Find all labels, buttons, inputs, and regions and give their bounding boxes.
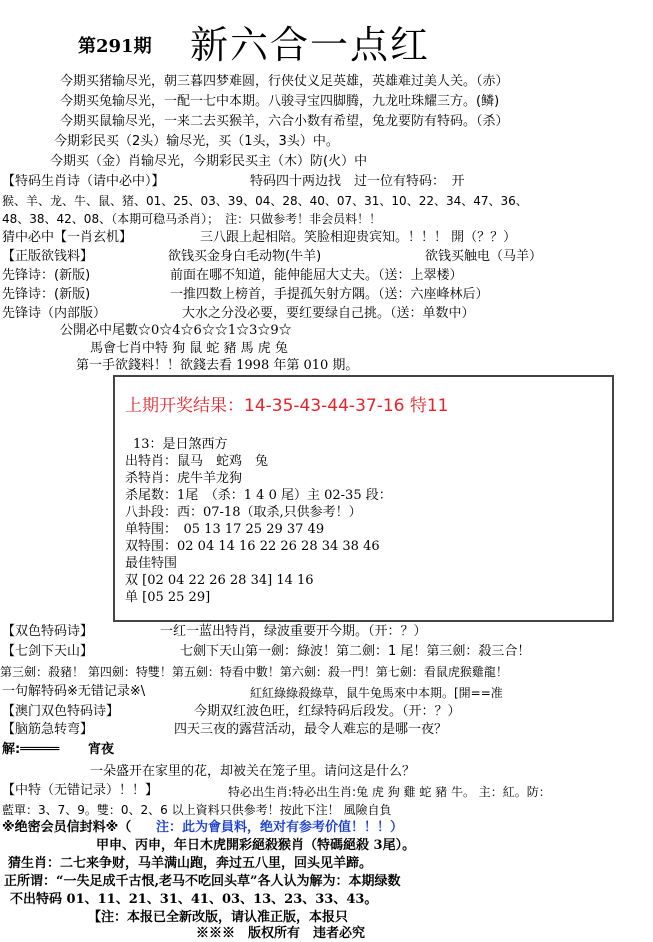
poem-line-3: 今期买鼠输尽光，一来二去买猴羊，六合小数有希望，兔龙要防有特码。（杀） xyxy=(60,114,509,129)
answer-content: 宵夜 xyxy=(88,742,115,757)
seven-sword-content: 七劍下天山第一劍：綠波！第二劍：1 尾！第三劍：殺三合！ xyxy=(180,644,531,659)
poem-line-5: 今期买（金）肖输尽光，今期彩民买主（木）防(火）中 xyxy=(50,154,368,169)
result-box xyxy=(113,375,614,622)
macau-content: 今期双红波色旺，红绿特码后段发。（开：？） xyxy=(194,704,461,719)
result-line-9: 双 [02 04 22 26 28 34] 14 16 xyxy=(125,573,314,588)
result-line-7: 双特围：02 04 14 16 22 26 28 34 38 46 xyxy=(125,539,380,554)
riddle-label: 【脑筋急转弯】 xyxy=(2,722,94,737)
poem-line-4: 今期彩民买（2头）输尽光，买（1头，3头）中。 xyxy=(54,134,339,149)
pioneer-content-2: 一推四数上榜首，手提孤矢射方隅。（送：六座峰林后） xyxy=(170,287,489,302)
guess-label: 猜中必中【一肖玄机】 xyxy=(2,230,133,245)
result-line-8: 最佳特围 xyxy=(125,556,178,571)
result-line-2: 出特肖：鼠马 蛇鸡 兔 xyxy=(125,454,269,469)
verse-label: 一句解特码※无错记录※\ xyxy=(2,684,146,699)
result-title: 上期开奖结果：14-35-43-44-37-16 特11 xyxy=(125,396,449,416)
result-line-6: 单特围： 05 13 17 25 29 37 49 xyxy=(125,522,325,537)
qian-content: 欲钱买金身白毛动物(牛羊) xyxy=(168,249,322,264)
pioneer-content-1: 前面在哪不知道，能伸能屈大丈夫。（送：上翠楼） xyxy=(170,268,463,283)
zhongte-content: 特必出生肖:特必出生肖:兔 虎 狗 雞 蛇 豬 牛。 主：紅。防： xyxy=(228,785,551,799)
poem-line-1: 今期买猪输尽光，朝三暮四梦难圆，行侠仗义足英雄，英雄难过美人关。（赤） xyxy=(60,74,509,89)
sword-line: 第三劍：殺豬！ 第四劍：特雙！第五劍：特看中數！第六劍：殺一門！第七劍：看鼠虎猴雞龍！ xyxy=(0,665,508,679)
riddle-content: 四天三夜的露营活动，最令人难忘的是哪一夜？ xyxy=(174,722,448,737)
result-line-1: 13：是日煞西方 xyxy=(133,437,228,452)
two-color-content: 一红一蓝出特肖，绿波重要开今期。（开：？） xyxy=(160,624,427,639)
vip-content: 注：此为會員料，绝对有参考价值！！！） xyxy=(156,820,404,835)
first-hand-line: 第一手欲錢料！！欲錢去看 1998 年第 010 期。 xyxy=(76,358,359,373)
jiayi-line: 甲申、丙申，年日木虎開彩絕殺猴肖（特碼絕殺 3尾）。 xyxy=(96,838,416,853)
guess-content: 三八跟上起相陪。笑脸相迎贵宾知。！！！ 開（？？） xyxy=(200,230,517,245)
qian-label: 【正版欲钱料】 xyxy=(2,249,94,264)
page-title: 新六合一点红 xyxy=(190,23,431,67)
poem-line-2: 今期买兔输尽光，一配一七中本期。八骏寻宝四脚腾，九龙吐珠耀三方。(鳞) xyxy=(60,94,500,109)
numbers-row-2: 48、38、42、08、（本期可稳马杀肖）； 注：只做参考！非会员料！！ xyxy=(2,212,382,226)
verse-content: 紅紅綠綠殺綠草，鼠牛兔馬來中本期。[開==准 xyxy=(250,686,503,700)
note-line: 【注：本报已全新改版，请认准正版，本报只 xyxy=(88,910,349,925)
copyright-line: ※※※ 版权所有 违者必究 xyxy=(196,926,366,941)
result-line-3: 杀特肖：虎牛羊龙狗 xyxy=(125,471,243,486)
answer-label: 解:═════ xyxy=(2,742,60,757)
pioneer-label-1: 先锋诗：(新版) xyxy=(2,268,91,283)
shengxiao-line: 猜生肖：二七来争财，马羊满山跑，奔过五八里，回头见羊蹄。 xyxy=(8,856,373,871)
numbers-row-1: 猴、羊、龙、牛、鼠、猪、01、25、03、39、04、28、40、07、31、10、22、34、47、36、 xyxy=(2,194,528,208)
seven-sword-label: 【七剑下天山】 xyxy=(2,644,94,659)
result-line-10: 单 [05 25 29] xyxy=(125,590,211,605)
tail-line: 公開必中尾數☆0☆4☆6☆☆1☆3☆9☆ xyxy=(60,323,292,338)
pioneer-content-3: 大水之分没必要，要红要绿自己挑。（送：单数中） xyxy=(182,306,475,321)
issue-number: 第291期 xyxy=(78,36,152,57)
zhongte-label: 【中特（无错记录）！！】 xyxy=(2,783,159,798)
vip-label: ※绝密会员信封料※（ xyxy=(2,820,132,835)
buchu-line: 不出特码 01、11、21、31、41、03、13、23、33、43。 xyxy=(10,892,378,907)
macau-label: 【澳门双色特码诗】 xyxy=(2,704,120,719)
special-poem-content: 特码四十两边找 过一位有特码： 开 xyxy=(250,174,465,189)
flower-line: 一朵盛开在家里的花，却被关在笼子里。请问这是什么？ xyxy=(90,764,416,779)
special-poem-label: 【特码生肖诗（请中必中）】 xyxy=(2,174,165,189)
pioneer-label-3: 先锋诗（内部版） xyxy=(2,306,107,321)
blue-line: 藍單：3、7、9。雙：0、2、6 以上資料只供參考！按此下注！ 風險自負 xyxy=(2,803,392,817)
zhengsuo-line: 正所谓：“一失足成千古恨,老马不吃回头草”各人认为解为：本期绿数 xyxy=(4,874,401,889)
result-line-4: 杀尾数：1尾 （杀：1 4 0 尾）主 02-35 段： xyxy=(125,488,392,503)
two-color-label: 【双色特码诗】 xyxy=(2,624,94,639)
pioneer-label-2: 先锋诗：(新版) xyxy=(2,287,91,302)
horse-line: 馬會七肖中特 狗 鼠 蛇 豬 馬 虎 兔 xyxy=(90,341,288,356)
result-line-5: 八卦段：西：07-18（取杀,只供参考！） xyxy=(125,505,362,520)
qian-extra: 欲钱买触电（马羊） xyxy=(425,249,543,264)
